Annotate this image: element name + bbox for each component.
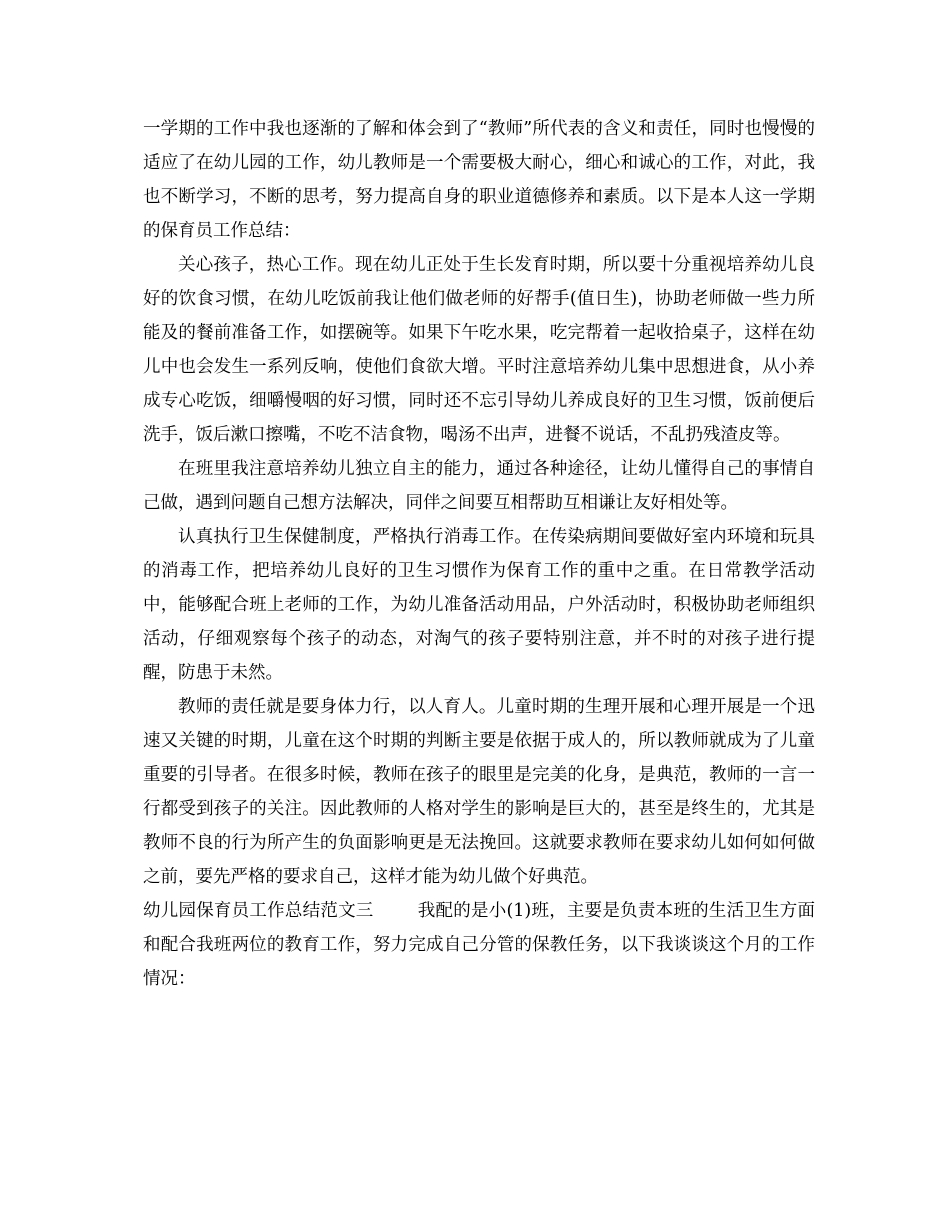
section-body: 我配的是小(1)班，主要是负责本班的生活卫生方面和配合我班两位的教育工作，努力完成自己分管的保教任务，以下我谈谈这个月的工作情况： (143, 901, 815, 989)
paragraph-care: 关心孩子，热心工作。现在幼儿正处于生长发育时期，所以要十分重视培养幼儿良好的饮食习惯，在幼儿吃饭前我让他们做老师的好帮手(值日生)，协助老师做一些力所能及的餐前准备工作，如摆碗等。如果下午吃水果，吃完帮着一起收拾桌子，这样在幼儿中也会发生一系列反响，使他们食欲大增。平时注意培养幼儿集中思想进食，从小养成专心吃饭，细嚼慢咽的好习惯，同时还不忘引导幼儿养成良好的卫生习惯，饭前便后洗手，饭后漱口擦嘴，不吃不洁食物，喝汤不出声，进餐不说话，不乱扔残渣皮等。 (143, 255, 815, 445)
paragraph-hygiene: 认真执行卫生保健制度，严格执行消毒工作。在传染病期间要做好室内环境和玩具的消毒工作，把培养幼儿良好的卫生习惯作为保育工作的重中之重。在日常教学活动中，能够配合班上老师的工作，为幼儿准备活动用品，户外活动时，积极协助老师组织活动，仔细观察每个孩子的动态，对淘气的孩子要特别注意，并不时的对孩子进行提醒，防患于未然。 (143, 527, 815, 683)
document-body (143, 112, 815, 996)
paragraph-section-three (143, 894, 815, 996)
paragraph-independence: 在班里我注意培养幼儿独立自主的能力，通过各种途径，让幼儿懂得自己的事情自己做，遇到问题自己想方法解决，同伴之间要互相帮助互相谦让友好相处等。 (143, 459, 815, 513)
paragraph-responsibility: 教师的责任就是要身体力行，以人育人。儿童时期的生理开展和心理开展是一个迅速又关键的时期，儿童在这个时期的判断主要是依据于成人的，所以教师就成为了儿童重要的引导者。在很多时候，教师在孩子的眼里是完美的化身，是典范，教师的一言一行都受到孩子的关注。因此教师的人格对学生的影响是巨大的，甚至是终生的，尤其是教师不良的行为所产生的负面影响更是无法挽回。这就要求教师在要求幼儿如何如何做之前，要先严格的要求自己，这样才能为幼儿做个好典范。 (143, 697, 815, 887)
section-title: 幼儿园保育员工作总结范文三 (143, 901, 374, 921)
paragraph-intro: 一学期的工作中我也逐渐的了解和体会到了“教师”所代表的含义和责任，同时也慢慢的适应了在幼儿园的工作，幼儿教师是一个需要极大耐心，细心和诚心的工作，对此，我也不断学习，不断的思考，努力提高自身的职业道德修养和素质。以下是本人这一学期的保育员工作总结： (143, 119, 815, 241)
